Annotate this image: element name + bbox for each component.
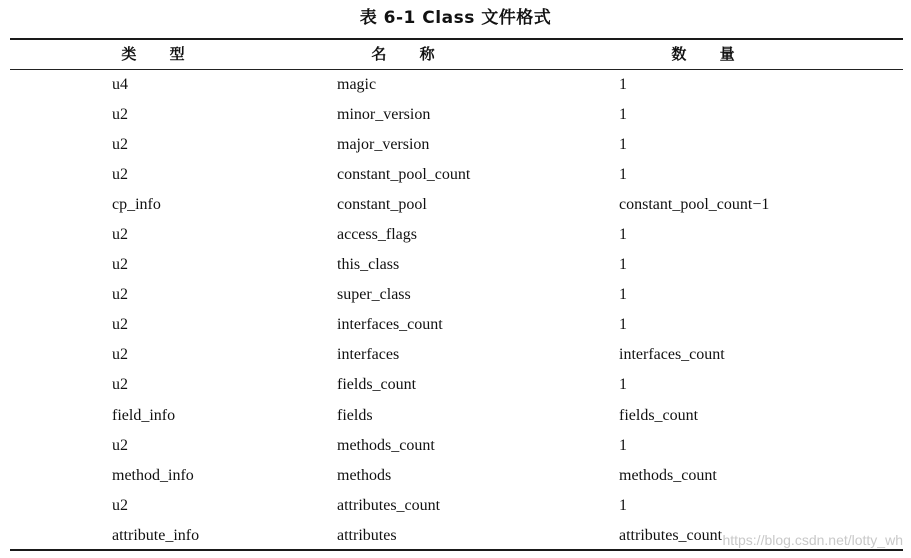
name-cell: minor_version [337,106,431,124]
name-cell: major_version [337,136,430,154]
type-cell: u2 [112,136,128,154]
column-header-count: 数 量 [671,45,749,63]
table-row [0,401,911,431]
table-row [0,250,911,280]
count-cell: attributes_count [619,526,723,544]
count-cell: 1 [619,286,627,304]
count-cell: 1 [619,136,627,154]
type-cell: u2 [112,496,128,514]
name-cell: interfaces_count [337,316,443,334]
name-cell: methods_count [337,436,435,454]
count-cell: 1 [619,256,627,274]
count-cell: 1 [619,436,627,454]
type-cell: u2 [112,106,128,124]
type-cell: u2 [112,286,128,304]
type-cell: u2 [112,436,128,454]
watermark-text: https://blog.csdn.net/lotty_wh [722,532,903,548]
table-bottom-rule [10,549,903,551]
count-cell: 1 [619,106,627,124]
count-cell: methods_count [619,466,717,484]
column-header-type: 类 型 [121,45,199,63]
type-cell: u2 [112,166,128,184]
table-row [0,491,911,521]
table-top-rule [10,38,903,40]
type-cell: u2 [112,316,128,334]
count-cell: 1 [619,376,627,394]
count-cell: 1 [619,226,627,244]
type-cell: u2 [112,346,128,364]
table-row [0,340,911,370]
count-cell: 1 [619,166,627,184]
name-cell: constant_pool [337,196,427,214]
table-row [0,431,911,461]
column-header-name: 名 称 [371,45,449,63]
name-cell: super_class [337,286,411,304]
name-cell: access_flags [337,226,417,244]
table-caption: 表 6-1 Class 文件格式 [359,8,552,28]
table-row [0,461,911,491]
name-cell: fields [337,406,373,424]
name-cell: this_class [337,256,400,274]
name-cell: attributes_count [337,496,441,514]
name-cell: interfaces [337,346,400,364]
table-header [10,41,903,68]
type-cell: u2 [112,376,128,394]
type-cell: cp_info [112,196,161,214]
count-cell: interfaces_count [619,346,725,364]
count-cell: 1 [619,76,627,93]
type-cell: u4 [112,76,128,93]
table-row [0,160,911,190]
name-cell: constant_pool_count [337,166,471,184]
table-row [0,220,911,250]
name-cell: attributes [337,526,397,544]
table-row [0,70,911,100]
count-cell: 1 [619,496,627,514]
name-cell: magic [337,76,377,93]
name-cell: fields_count [337,376,417,394]
name-cell: methods [337,466,392,484]
type-cell: attribute_info [112,526,200,544]
table-row [0,280,911,310]
table-row [0,190,911,220]
table-row [0,130,911,160]
type-cell: u2 [112,256,128,274]
count-cell: 1 [619,316,627,334]
type-cell: field_info [112,406,176,424]
table-body [0,70,911,551]
table-row [0,370,911,400]
table-row [0,310,911,340]
table-row [0,100,911,130]
type-cell: u2 [112,226,128,244]
type-cell: method_info [112,466,194,484]
count-cell: constant_pool_count−1 [619,196,770,214]
count-cell: fields_count [619,406,699,424]
